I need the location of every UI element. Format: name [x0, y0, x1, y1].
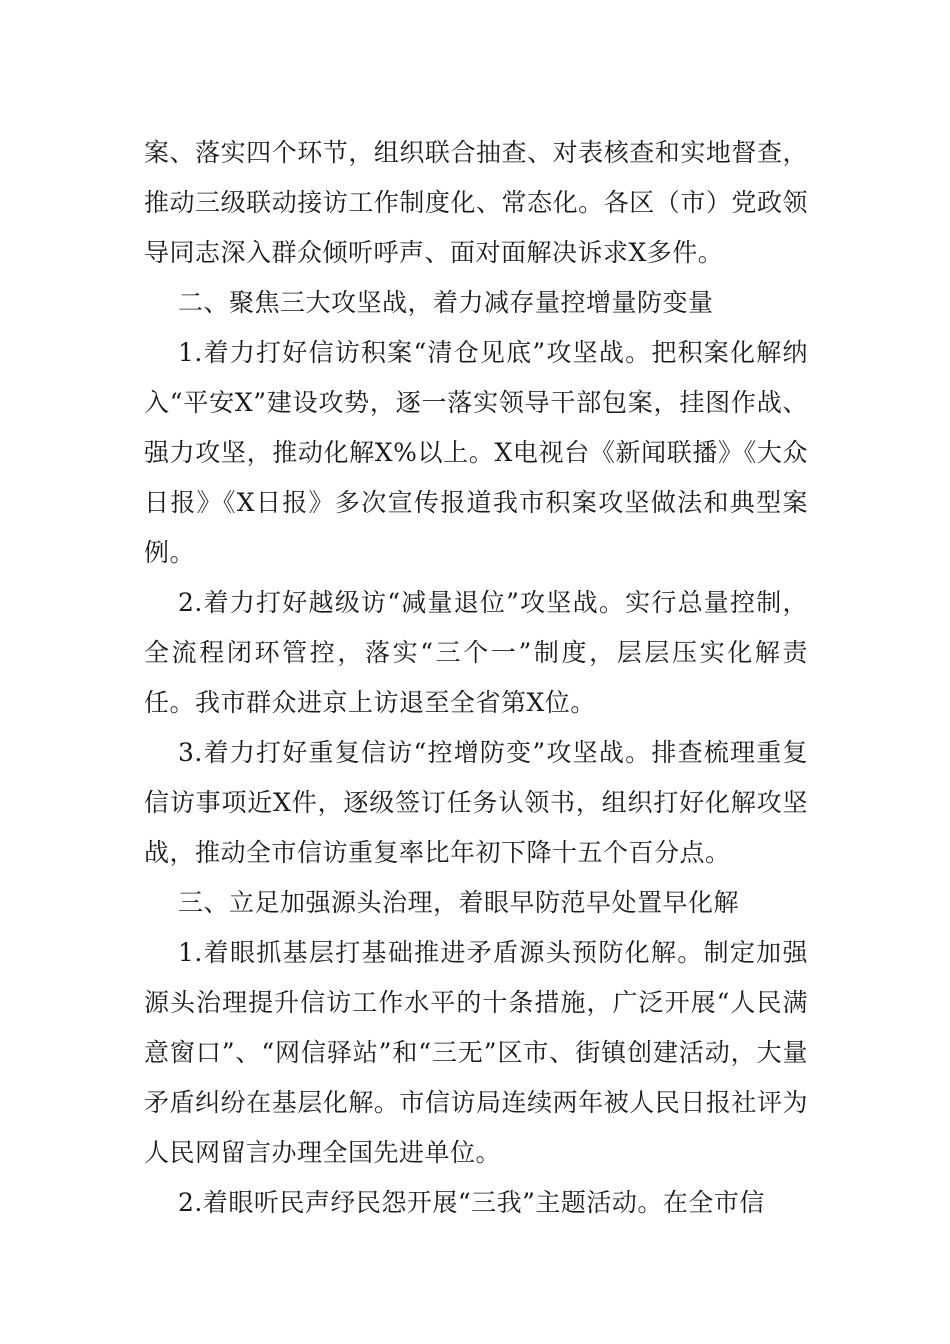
document-body: [144, 128, 808, 1228]
section-heading-3: 三、立足加强源头治理，着眼早防范早处置早化解: [178, 888, 740, 917]
section-heading-2: 二、聚焦三大攻坚战，着力减存量控增量防变量: [178, 288, 714, 317]
paragraph-2-2: 2.着力打好越级访“减量退位”攻坚战。实行总量控制，全流程闭环管控，落实“三个一”制度，层层压实化解责任。我市群众进京上访退至全省第X位。: [144, 588, 808, 717]
paragraph-3-2: 2.着眼听民声纾民怨开展“三我”主题活动。在全市信: [178, 1188, 765, 1217]
paragraph-2-1: 1.着力打好信访积案“清仓见底”攻坚战。把积案化解纳入“平安X”建设攻势，逐一落实领导干部包案，挂图作战、强力攻坚，推动化解X%以上。X电视台《新闻联播》《大众日报》《X日报》多次宣传报道我市积案攻坚做法和典型案例。: [144, 338, 808, 567]
paragraph-3-1: 1.着眼抓基层打基础推进矛盾源头预防化解。制定加强源头治理提升信访工作水平的十条措施，广泛开展“人民满意窗口”、“网信驿站”和“三无”区市、街镇创建活动，大量矛盾纠纷在基层化解。市信访局连续两年被人民日报社评为人民网留言办理全国先进单位。: [144, 938, 808, 1167]
paragraph-2-3: 3.着力打好重复信访“控增防变”攻坚战。排查梳理重复信访事项近X件，逐级签订任务认领书，组织打好化解攻坚战，推动全市信访重复率比年初下降十五个百分点。: [144, 738, 808, 867]
paragraph-1: 案、落实四个环节，组织联合抽查、对表核查和实地督查，推动三级联动接访工作制度化、常态化。各区（市）党政领导同志深入群众倾听呼声、面对面解决诉求X多件。: [144, 138, 808, 267]
